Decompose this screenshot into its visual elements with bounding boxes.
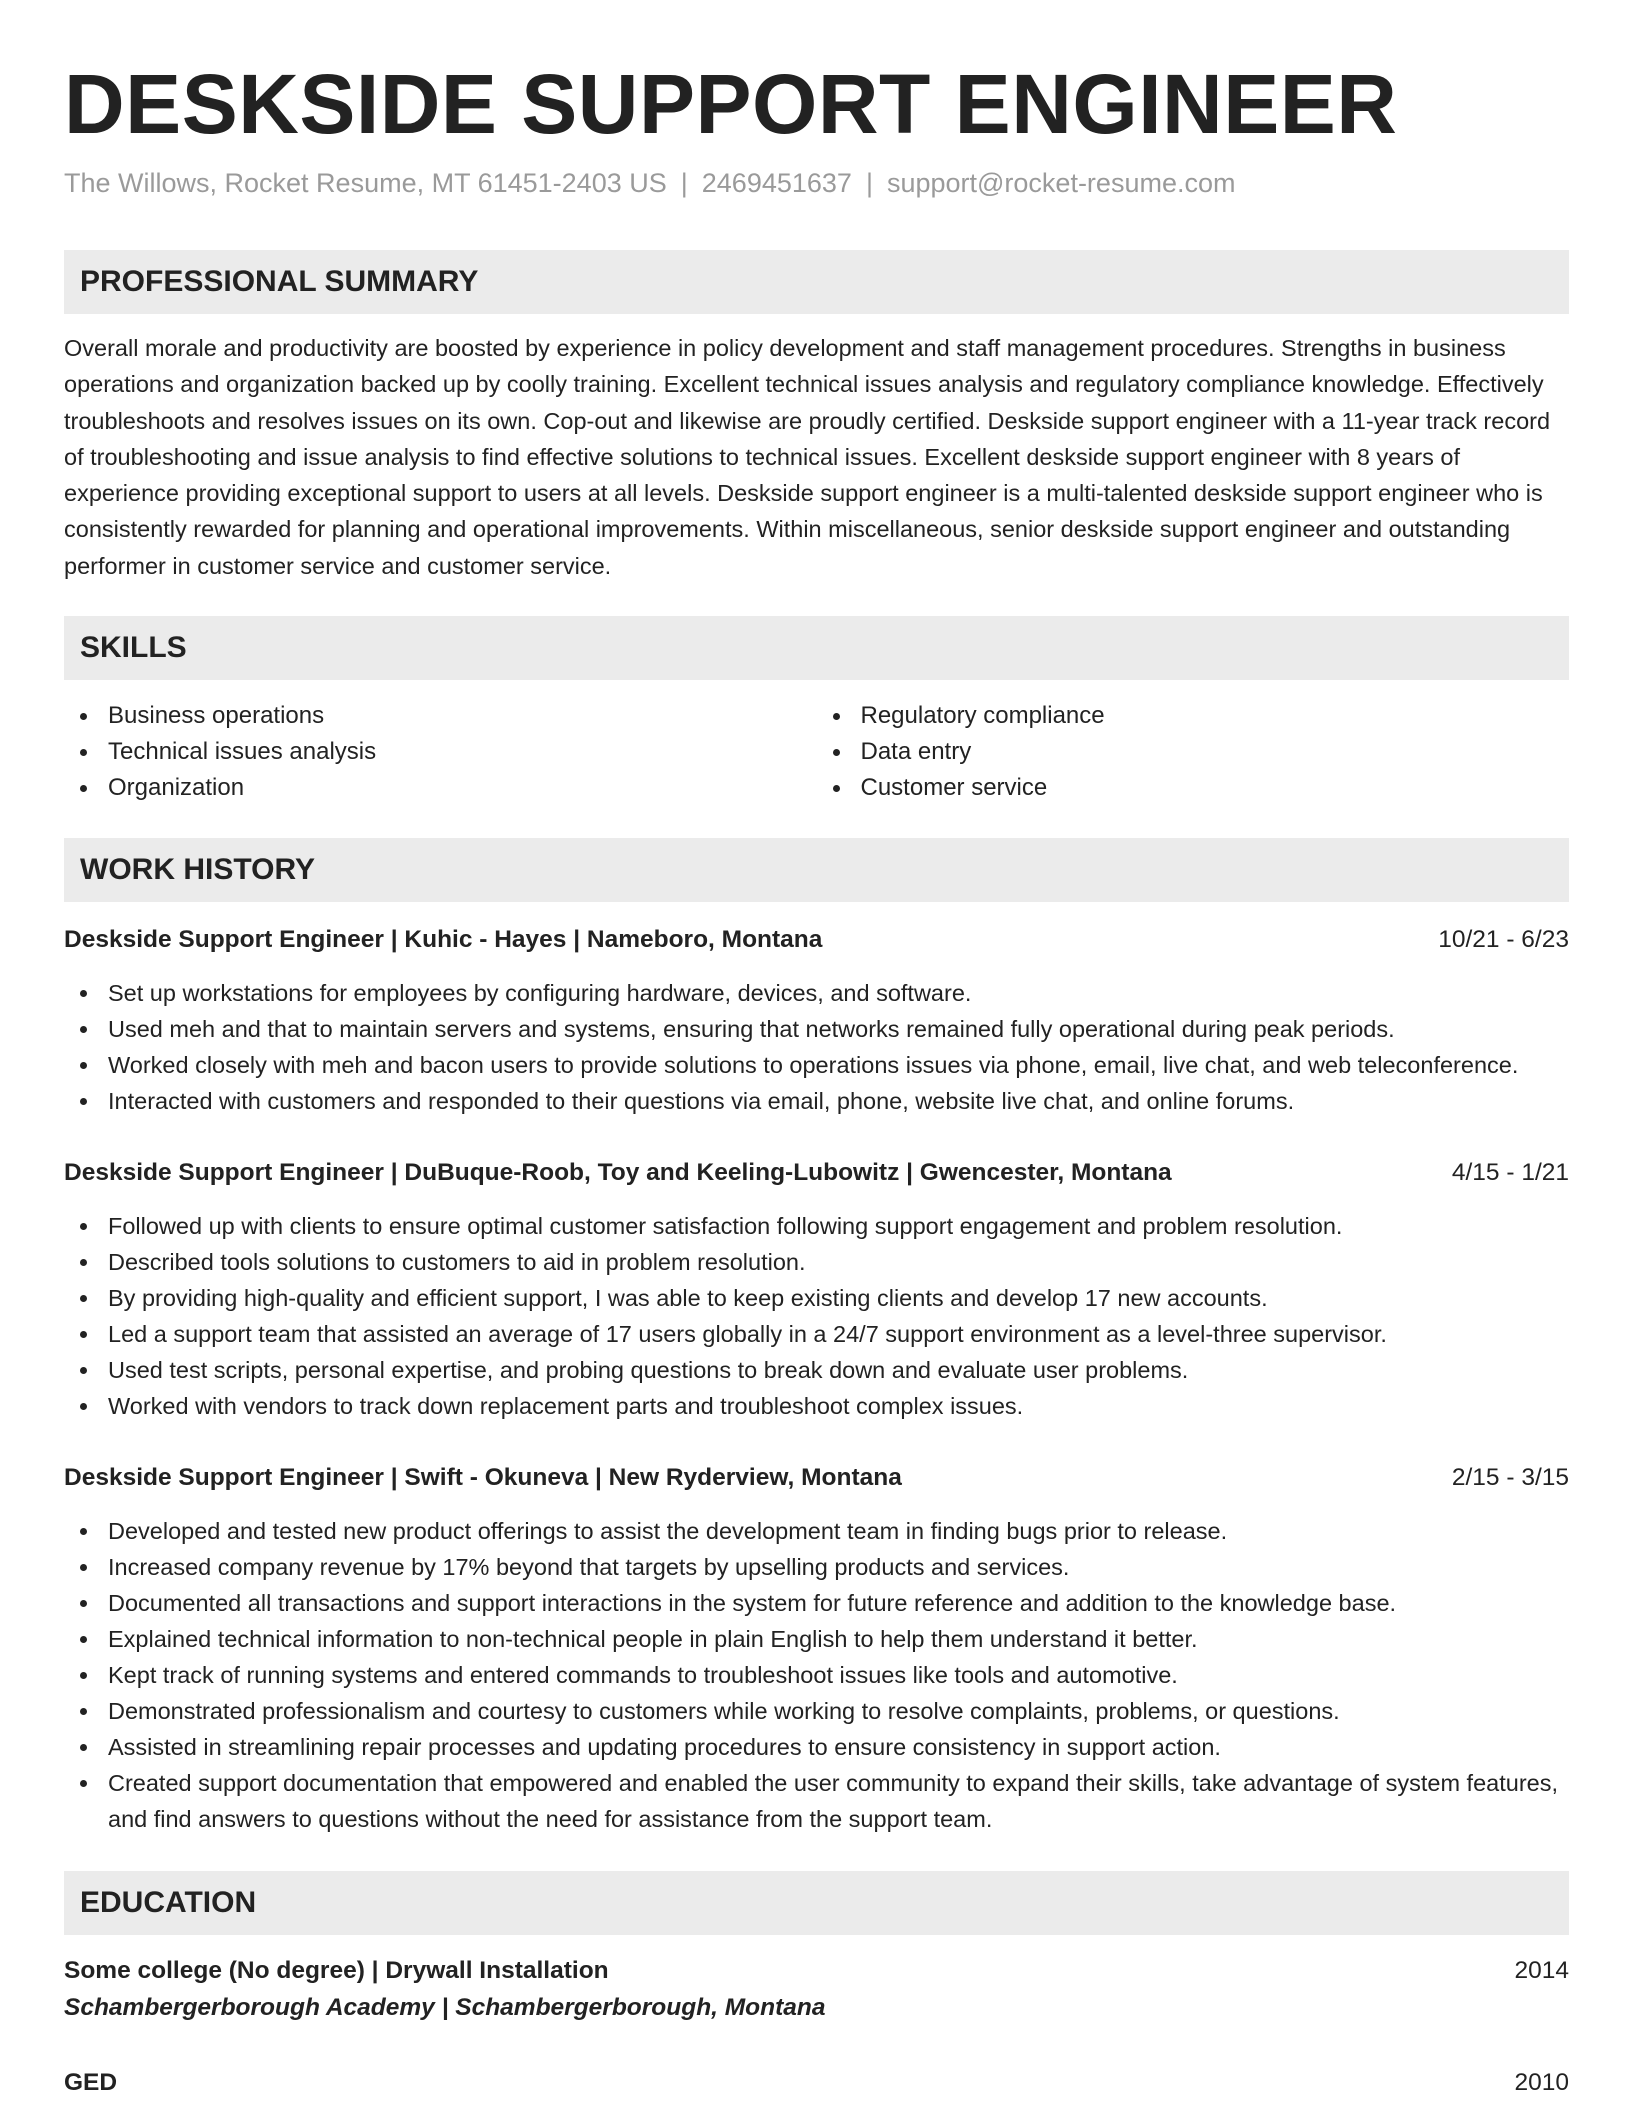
job-bullet: By providing high-quality and efficient support, I was able to keep existing clients and develop 17 new accounts.: [108, 1280, 1569, 1316]
job-bullet: Assisted in streamlining repair processes and updating procedures to ensure consistency in support action.: [108, 1729, 1569, 1765]
skill-item: Technical issues analysis: [108, 734, 817, 770]
job-bullet: Used meh and that to maintain servers and systems, ensuring that networks remained fully operational during peak periods.: [108, 1011, 1569, 1047]
job-bullet: Followed up with clients to ensure optimal customer satisfaction following support engagement and problem resolution.: [108, 1208, 1569, 1244]
job-dates: 4/15 - 1/21: [1451, 1159, 1569, 1187]
job-bullet: Worked closely with meh and bacon users to provide solutions to operations issues via phone, email, live chat, and web teleconference.: [108, 1047, 1569, 1083]
job-bullet: Explained technical information to non-technical people in plain English to help them understand it better.: [108, 1621, 1569, 1657]
job-entry: [64, 1460, 1569, 1837]
job-bullets: [64, 975, 1569, 1119]
section-heading-skills: SKILLS: [64, 616, 1569, 680]
job-bullet: Demonstrated professionalism and courtesy to customers while working to resolve complaints, problems, or questions.: [108, 1693, 1569, 1729]
education-year: 2014: [1514, 1957, 1569, 1985]
skill-item: Customer service: [861, 770, 1570, 806]
summary-text: Overall morale and productivity are boosted by experience in policy development and staff management procedures. Strengths in business operations and organization backed up by coolly training. Excellent technical issues analysis and regulatory compliance knowledge. Effectively troubleshoots and resolves issues on its own. Cop-out and likewise are proudly certified. Deskside support engineer with a 11-year track record of troubleshooting and issue analysis to find effective solutions to technical issues. Excellent deskside support engineer with 8 years of experience providing exceptional support to users at all levels. Deskside support engineer is a multi-talented deskside support engineer who is consistently rewarded for planning and operational improvements. Within miscellaneous, senior deskside support engineer and outstanding performer in customer service and customer service.: [64, 335, 1551, 579]
job-bullet: Developed and tested new product offerings to assist the development team in finding bugs prior to release.: [108, 1513, 1569, 1549]
skill-item: Business operations: [108, 698, 817, 734]
job-entry: [64, 1155, 1569, 1424]
section-heading-summary: PROFESSIONAL SUMMARY: [64, 250, 1569, 314]
job-bullets: [64, 1513, 1569, 1837]
resume-title: DESKSIDE SUPPORT ENGINEER: [64, 57, 1398, 151]
education-year: 2010: [1514, 2069, 1569, 2097]
education-degree: Some college (No degree) | Drywall Installation: [64, 1957, 609, 1985]
education-entry: [64, 2065, 1569, 2101]
job-bullet: Kept track of running systems and entered commands to troubleshoot issues like tools and automotive.: [108, 1657, 1569, 1693]
job-bullets: [64, 1208, 1569, 1424]
job-bullet: Interacted with customers and responded to their questions via email, phone, website live chat, and online forums.: [108, 1083, 1569, 1119]
skill-item: Data entry: [861, 734, 1570, 770]
job-header: [64, 1155, 1569, 1191]
job-bullet: Increased company revenue by 17% beyond that targets by upselling products and services.: [108, 1549, 1569, 1585]
contact-separator: |: [680, 168, 688, 198]
contact-phone: 2469451637: [701, 168, 852, 198]
job-bullet: Worked with vendors to track down replacement parts and troubleshoot complex issues.: [108, 1388, 1569, 1424]
education-school: Schambergerborough Academy | Schambergerborough, Montana: [64, 1994, 826, 2022]
education-header: [64, 1953, 1569, 1989]
skills-list: [64, 698, 1569, 806]
contact-email[interactable]: support@rocket-resume.com: [886, 168, 1236, 198]
job-bullet: Described tools solutions to customers to aid in problem resolution.: [108, 1244, 1569, 1280]
job-header: [64, 922, 1569, 958]
job-dates: 2/15 - 3/15: [1451, 1464, 1569, 1492]
skills-column-right: [817, 698, 1570, 806]
job-bullet: Created support documentation that empowered and enabled the user community to expand their skills, take advantage of system features, and find answers to questions without the need for assistance from the support team.: [108, 1765, 1569, 1837]
education-header: [64, 2065, 1569, 2101]
skill-item: Regulatory compliance: [861, 698, 1570, 734]
contact-line: [64, 166, 1569, 200]
job-bullet: Documented all transactions and support interactions in the system for future reference and addition to the knowledge base.: [108, 1585, 1569, 1621]
skills-column-left: [64, 698, 817, 806]
job-bullet: Led a support team that assisted an average of 17 users globally in a 24/7 support environment as a level-three supervisor.: [108, 1316, 1569, 1352]
job-bullet: Used test scripts, personal expertise, and probing questions to break down and evaluate user problems.: [108, 1352, 1569, 1388]
job-header: [64, 1460, 1569, 1496]
job-title: Deskside Support Engineer | Kuhic - Hayes | Nameboro, Montana: [64, 926, 823, 954]
education-entry: [64, 1953, 1569, 2027]
job-title: Deskside Support Engineer | DuBuque-Roob, Toy and Keeling-Lubowitz | Gwencester, Montana: [64, 1159, 1172, 1187]
skill-item: Organization: [108, 770, 817, 806]
job-dates: 10/21 - 6/23: [1438, 926, 1569, 954]
contact-separator: |: [865, 168, 873, 198]
section-heading-work-history: WORK HISTORY: [64, 838, 1569, 902]
job-bullet: Set up workstations for employees by configuring hardware, devices, and software.: [108, 975, 1569, 1011]
education-degree: GED: [64, 2069, 118, 2097]
contact-address: The Willows, Rocket Resume, MT 61451-2403 US: [64, 168, 667, 198]
job-entry: [64, 922, 1569, 1119]
section-heading-education: EDUCATION: [64, 1871, 1569, 1935]
job-title: Deskside Support Engineer | Swift - Okuneva | New Ryderview, Montana: [64, 1464, 902, 1492]
